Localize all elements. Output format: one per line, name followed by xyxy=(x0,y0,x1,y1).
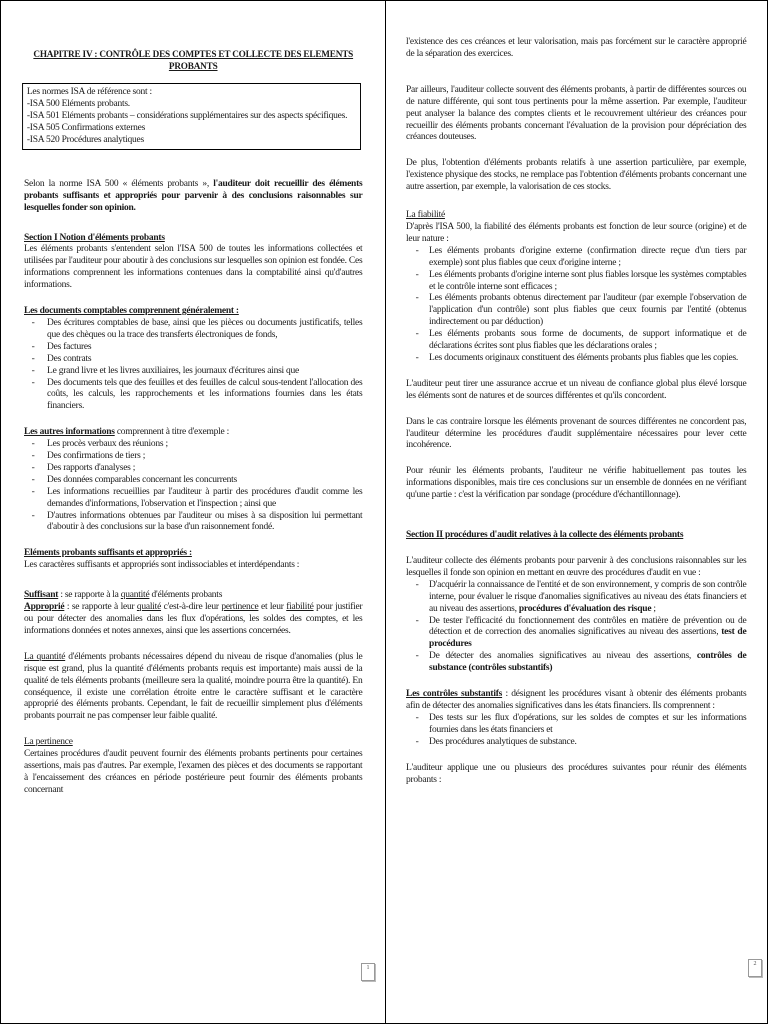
inline-text: c'est-à-dire leur xyxy=(161,601,222,613)
page-right xyxy=(386,1,768,1023)
fiabilite-intro: D'après l'ISA 500, la fiabilité des éléments probants est fonction de leur source (origine) et de leur nature : xyxy=(406,220,747,244)
section2-heading xyxy=(406,529,746,541)
intro-bold-text: l'auditeur doit recueillir des éléments probants suffisants et appropriés pour parvenir à des conclusions raisonnables sur lesquelles fonder son opinion. xyxy=(24,177,363,213)
isa-box-line: Les normes ISA de référence sont : xyxy=(26,85,152,97)
docs-list xyxy=(24,317,362,412)
inline-text: : se rapporte à leur xyxy=(64,601,137,613)
list-item xyxy=(425,615,746,651)
inline-text: pour justifier ou pour détecter des anomalies dans les flux d'opérations, les soldes des comptes, et les informations données et notes annexes, ainsi que les assertions concernées. xyxy=(24,601,363,636)
inline-underlined: quantité xyxy=(120,589,150,601)
sufficient-section xyxy=(24,547,362,571)
pertinence-title: La pertinence xyxy=(24,736,73,748)
suffisant-label: Suffisant xyxy=(24,589,59,601)
list-item: - Les éléments probants sous forme de documents, de support informatique et de déclarations écrites sont plus fiables que les déclarations orales ; xyxy=(425,328,746,352)
section1-title: Section I Notion d'éléments probants xyxy=(24,231,165,243)
quantite-text: d'éléments probants nécessaires dépend du niveau de risque d'anomalies (plus le risque est grand, plus la quantité d'éléments probants requis est importante) mais aussi de la qualité de tels éléments probants (meilleure sera la qualité, moindre pourra être la quantité). En conséquence, il existe une corrélation étroite entre le caractère suffisant et le caractère approprié des éléments probants. Cependant, le fait de recueillir simplement plus d'éléments probants pourrait ne pas compenser leur faible qualité. xyxy=(24,650,363,722)
fiabilite-title: La fiabilité xyxy=(406,209,445,221)
isa-reference-box xyxy=(22,83,360,150)
inline-text: : se rapporte à la xyxy=(58,589,121,601)
inline-text: et leur xyxy=(258,601,287,613)
intro-paragraph xyxy=(24,178,362,214)
intro-text: Selon la norme ISA 500 « éléments probants », xyxy=(24,177,214,189)
substantive-title: Les contrôles substantifs xyxy=(406,688,503,700)
isa-box-line: -ISA 520 Procédures analytiques xyxy=(26,133,144,145)
list-item: - Des factures xyxy=(43,341,362,353)
substantive-list xyxy=(406,712,746,748)
list-item: - Les éléments probants d'origine externe (confirmation directe reçue d'un tiers par exemple) sont plus fiables que ceux d'origine interne ; xyxy=(425,245,746,269)
isa-box-line: -ISA 501 Eléments probants – considérations supplémentaires sur des aspects spécifiques. xyxy=(26,109,348,121)
paragraph: Par ailleurs, l'auditeur collecte souvent des éléments probants, à partir de différentes sources ou de nature différente, qui sont tous pertinents pour la même assertion. Par exemple, l'auditeur peut analyser la balance des comptes clients et le recouvrement ultérieur des créances pour recueillir des éléments probants concernant l'évaluation de la provision pour dépréciation des créances douteuses. xyxy=(406,83,747,143)
fiabilite-heading xyxy=(406,209,746,245)
list-item xyxy=(425,650,746,674)
inline-bold: test de procédures xyxy=(429,626,747,650)
procedures-list xyxy=(406,579,746,674)
list-item: - Les éléments probants obtenus directement par l'auditeur (par exemple l'observation de l'application d'un contrôle) sont plus fiables que ceux fournis par l'entité (obtenus indirectement ou par déduction) xyxy=(425,292,746,328)
list-item: - Les éléments probants d'origine interne sont plus fiables lorsque les systèmes comptables et le contrôle interne sont efficaces ; xyxy=(425,269,746,293)
list-item xyxy=(425,579,746,615)
list-item: - Des contrats xyxy=(43,353,362,365)
list-item: - Les documents originaux constituent des éléments probants plus fiables que les copies. xyxy=(425,352,746,364)
list-item: - Des procédures analytiques de substance. xyxy=(425,736,746,748)
page-number-badge: 1 xyxy=(361,963,375,981)
isa-box-line: -ISA 500 Eléments probants. xyxy=(26,97,130,109)
definitions xyxy=(24,589,362,637)
list-item: - D'autres informations obtenues par l'auditeur ou mises à sa disposition lui permettant d'aboutir à des conclusions sur la base d'un raisonnement fondé. xyxy=(43,510,362,534)
quantite-label: La quantité xyxy=(24,650,66,662)
list-item: - Le grand livre et les livres auxiliaires, les journaux d'écritures ainsi que xyxy=(43,365,362,377)
section1-text: Les éléments probants s'entendent selon l'ISA 500 de toutes les informations collectées et utilisées par l'auditeur pour aboutir à des conclusions sur lesquelles son opinion est fondée. Ces informations comprennent les informations contenues dans la comptabilité ainsi qu'd'autres informations. xyxy=(24,243,363,291)
section2-intro: L'auditeur collecte des éléments probants pour parvenir à des conclusions raisonnables sur les lesquelles il fonde son opinion en mettant en œuvre des procédures d'audit en vue : xyxy=(406,555,747,578)
chapter-title: CHAPITRE IV : CONTRÔLE DES COMPTES ET COLLECTE DES ELEMENTS PROBANTS xyxy=(33,49,354,72)
section1 xyxy=(24,232,362,292)
other-intro: comprennent à titre d'exemple : xyxy=(114,426,230,438)
section2-title: Section II procédures d'audit relatives à la collecte des éléments probants xyxy=(406,529,684,541)
paragraph: Dans le cas contraire lorsque les éléments provenant de sources différentes ne concordent pas, l'auditeur détermine les procédures d'audit supplémentaire nécessaires pour lever cette incohérence. xyxy=(406,415,747,451)
quantite-paragraph xyxy=(24,651,362,722)
pertinence-text: Certaines procédures d'audit peuvent fournir des éléments probants pertinents pour certaines assertions, mais pas d'autres. Par exemple, l'examen des pièces et des documents se rapportant à l'encaissement des créances en période postérieure peut fournir des éléments probants concernant xyxy=(24,748,363,795)
inline-underlined: pertinence xyxy=(221,601,259,613)
paragraph: De plus, l'obtention d'éléments probants relatifs à une assertion particulière, par exemple, l'existence physique des stocks, ne remplace pas l'obtention d'éléments probants concernant une autre assertion, par exemple, la valorisation de ces stocks. xyxy=(406,157,747,193)
list-item: - Des écritures comptables de base, ainsi que les pièces ou documents justificatifs, telles que des chèques ou la trace des transferts électroniques de fonds, xyxy=(43,317,362,341)
paragraph: Pour réunir les éléments probants, l'auditeur ne vérifie habituellement pas toutes les informations disponibles, mais tire ces conclusions sur un ensemble de données en ne vérifiant qu'une partie : c'est la vérification par sondage (procédure d'échantillonnage). xyxy=(406,465,747,501)
other-heading xyxy=(24,426,362,438)
page-left xyxy=(1,1,385,1023)
fiabilite-list xyxy=(406,245,746,364)
other-title: Les autres informations xyxy=(24,426,115,438)
other-list xyxy=(24,438,362,533)
page-number-badge: 2 xyxy=(748,959,762,977)
inline-bold: contrôles de substance (contrôles substantifs) xyxy=(429,650,747,674)
inline-text: D'acquérir la connaissance de l'entité et de son environnement, y compris de son contrôle interne, pour évaluer le risque d'anomalies significatives au niveau des états financiers et au niveau des assertions, xyxy=(429,578,747,614)
inline-underlined: fiabilité xyxy=(286,601,314,613)
inline-text: d'éléments probants xyxy=(149,589,223,601)
sufficient-title: Eléments probants suffisants et appropriés : xyxy=(24,547,192,559)
list-item: - Des rapports d'analyses ; xyxy=(43,462,362,474)
substantive-heading xyxy=(406,688,746,712)
substantive-text: : désignent les procédures visant à obtenir des éléments probants afin de détecter des anomalies significatives dans les états financiers. Ils comprennent : xyxy=(406,688,747,711)
list-item: - Les informations recueillies par l'auditeur à partir des procédures d'audit comme les demandes d'informations, l'observation et l'inspection ; ainsi que xyxy=(43,486,362,510)
list-item: - Des tests sur les flux d'opérations, sur les soldes de comptes et sur les informations fournies dans les états financiers et xyxy=(425,712,746,736)
inline-bold: procédures d'évaluation des risque xyxy=(518,602,652,614)
approprie-label: Approprié xyxy=(24,601,65,613)
inline-text: De détecter des anomalies significatives au niveau des assertions, xyxy=(429,650,697,662)
sufficient-text: Les caractères suffisants et appropriés sont indissociables et interdépendants : xyxy=(24,559,300,571)
docs-title: Les documents comptables comprennent généralement : xyxy=(24,305,239,317)
continued-text: l'existence des ces créances et leur valorisation, mais pas forcément sur le caractère approprié de la séparation des exercices. xyxy=(406,36,747,59)
inline-text: De tester l'efficacité du fonctionnement des contrôles en matière de prévention ou de détection et de correction des anomalies significatives au niveau des assertions, xyxy=(429,614,747,638)
docs-heading xyxy=(24,305,362,317)
inline-underlined: qualité xyxy=(136,601,162,613)
paragraph: L'auditeur peut tirer une assurance accrue et un niveau de confiance global plus élevé lorsque les éléments sont de natures et de sources différentes et qu'ils concordent. xyxy=(406,377,747,401)
isa-box-line: -ISA 505 Confirmations externes xyxy=(26,121,146,133)
list-item: - Des données comparables concernant les concurrents xyxy=(43,474,362,486)
pertinence-section xyxy=(24,736,362,796)
list-item: - Des documents tels que des feuilles et des feuilles de calcul sous-tendent l'allocation des coûts, les calculs, les rapprochements et les informations fournies dans les états financiers. xyxy=(43,377,362,413)
closing-paragraph: L'auditeur applique une ou plusieurs des procédures suivantes pour réunir des éléments probants : xyxy=(406,761,747,785)
list-item: - Les procès verbaux des réunions ; xyxy=(43,438,362,450)
list-item: - Des confirmations de tiers ; xyxy=(43,450,362,462)
inline-text: ; xyxy=(651,602,656,614)
